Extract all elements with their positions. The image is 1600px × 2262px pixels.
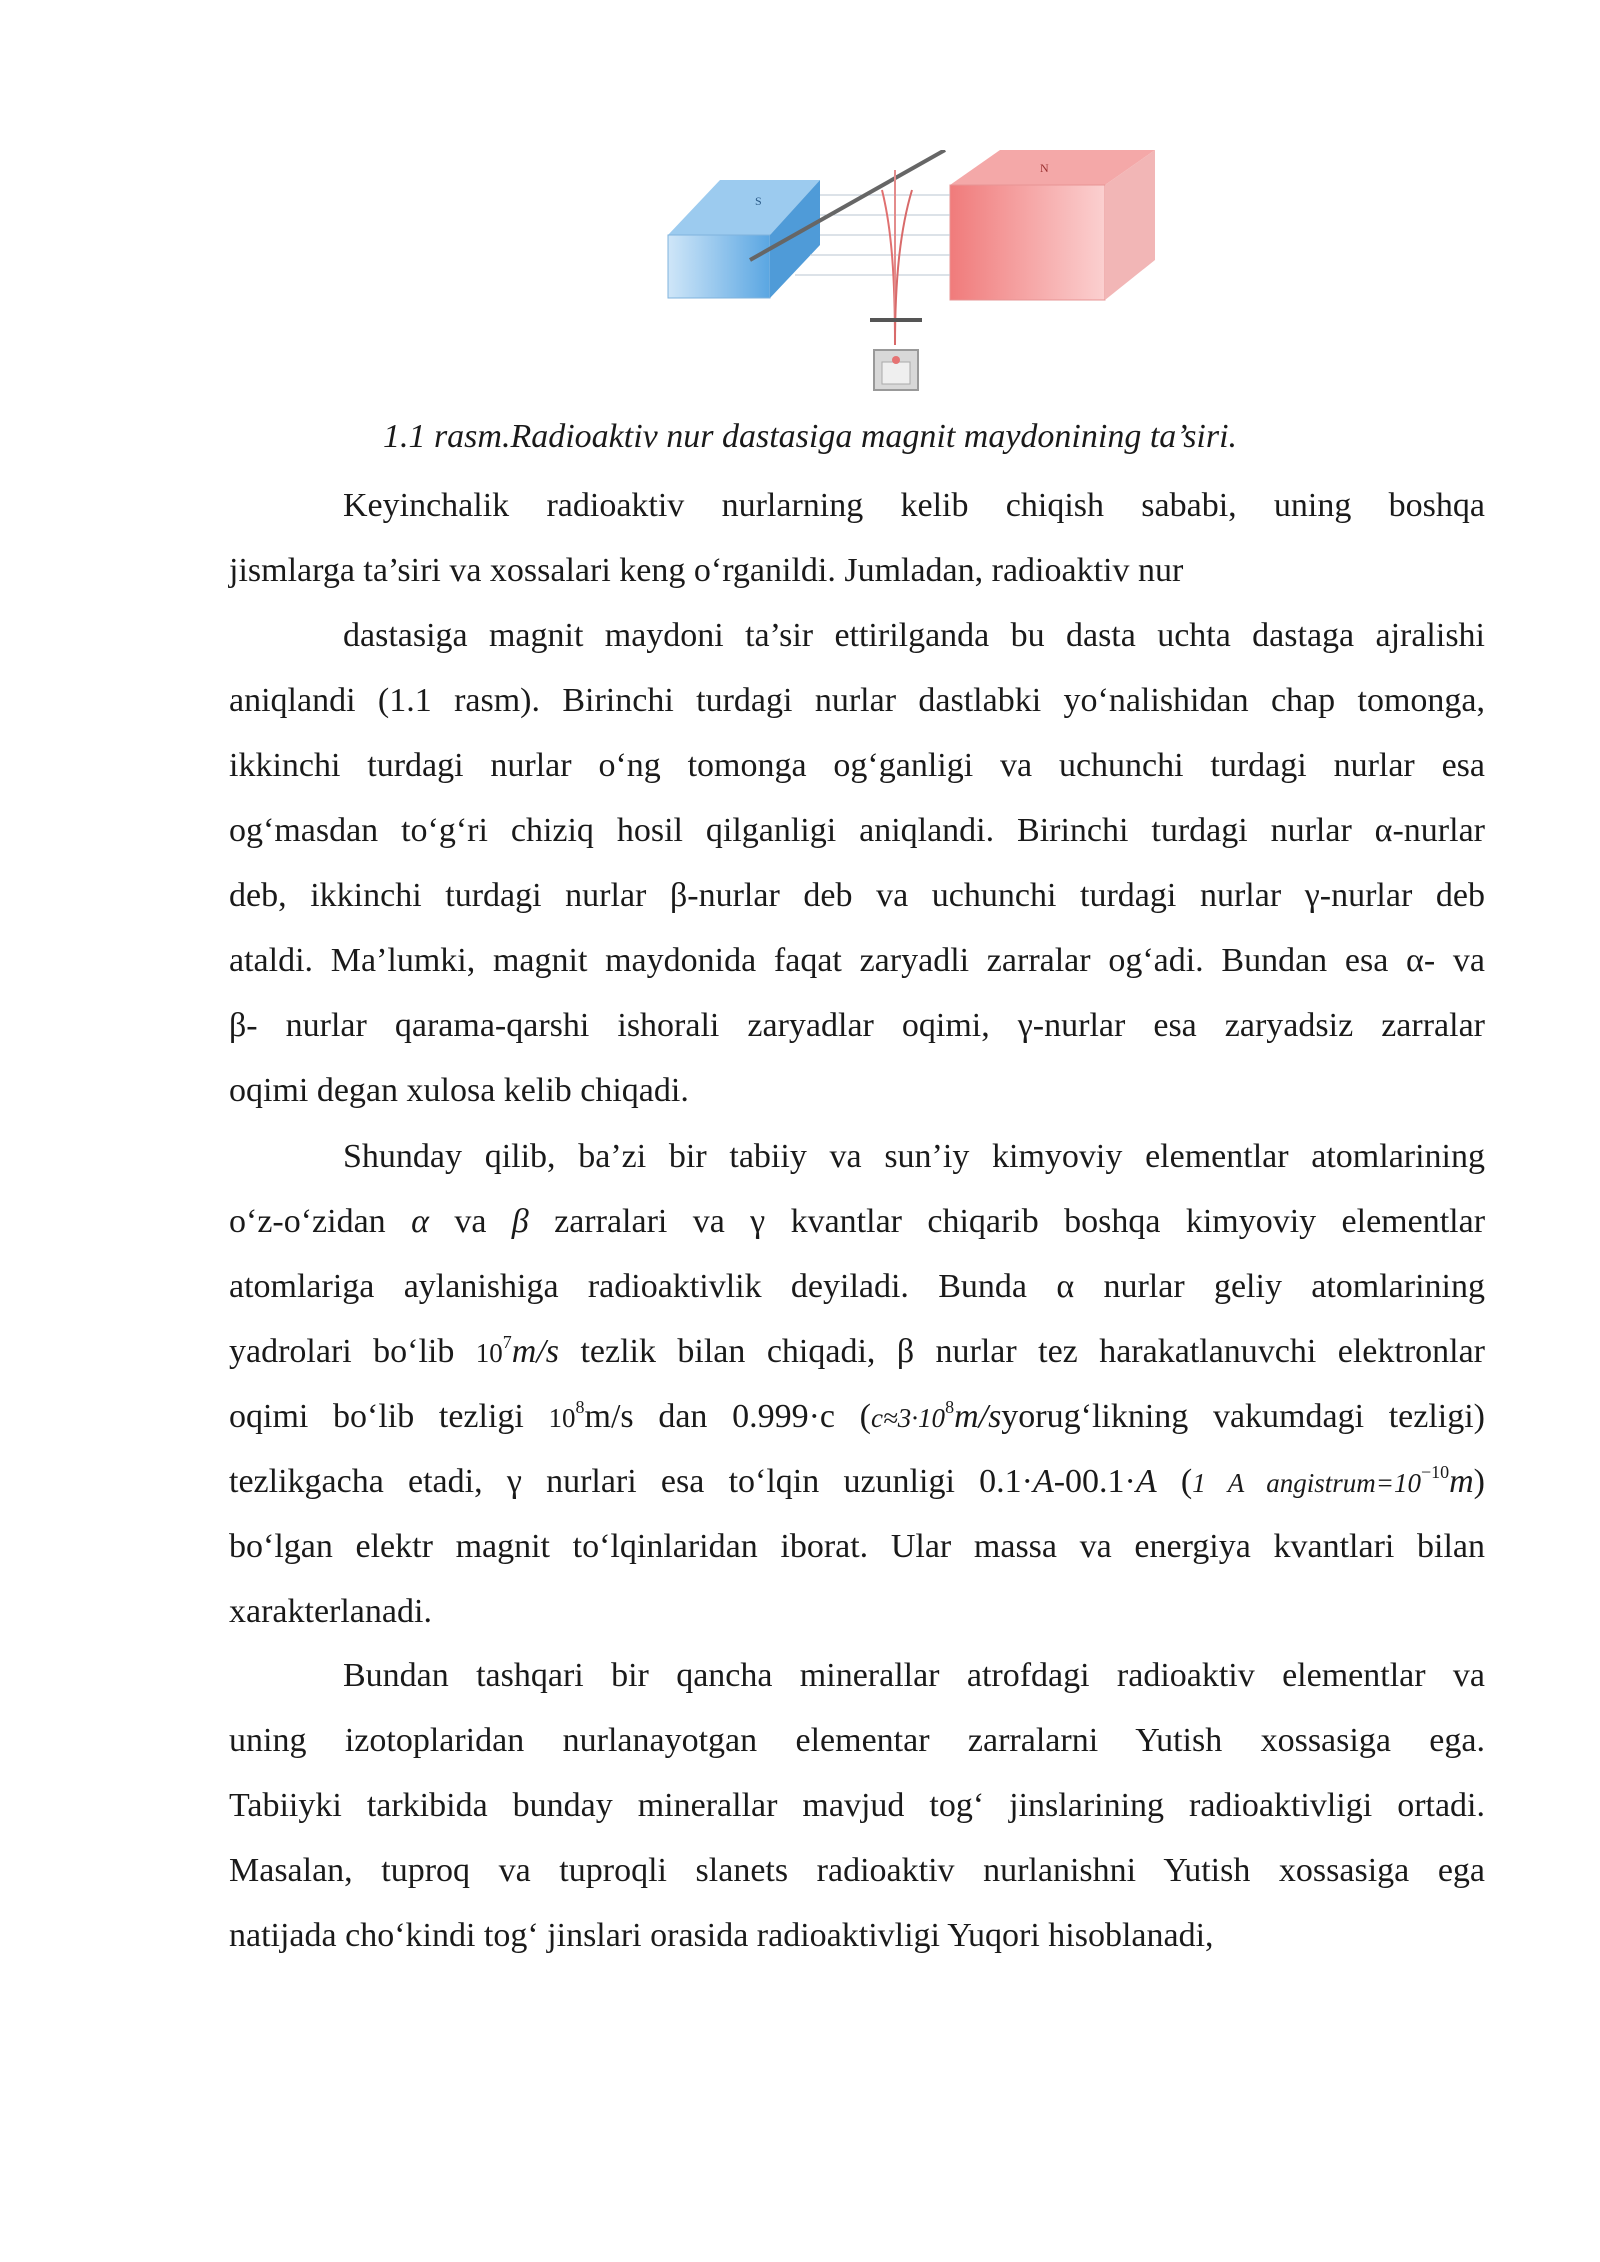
- text-line: [229, 1319, 1485, 1384]
- text-span: tezlik bilan chiqadi, β nurlar tez harakatlanuvchi elektronlar: [559, 1333, 1486, 1370]
- alpha-symbol: α: [411, 1203, 429, 1240]
- text-span: yadrolari bo‘lib: [229, 1333, 476, 1370]
- beta-symbol: β: [511, 1203, 529, 1240]
- text-line: [229, 1384, 1485, 1449]
- right-pole-label: N: [1040, 161, 1049, 175]
- text-line: Shunday qilib, ba’zi bir tabiiy va sun’iy kimyoviy elementlar atomlarining: [343, 1138, 1485, 1175]
- math-base: 10: [475, 1338, 503, 1368]
- text-line: xarakterlanadi.: [229, 1593, 432, 1630]
- paragraph-3: [229, 1124, 1485, 1644]
- text-span: zarralari va γ kvantlar chiqarib boshqa kimyoviy elementlar: [528, 1203, 1486, 1240]
- text-span: -00.1·: [1053, 1463, 1136, 1500]
- right-magnet-front: [950, 185, 1105, 300]
- paragraph-4: [229, 1643, 1485, 1968]
- text-span: o‘z-o‘zidan: [229, 1203, 412, 1240]
- text-span: m/s dan 0.999·c (: [584, 1398, 871, 1435]
- text-line: uning izotoplaridan nurlanayotgan elementar zarralarni Yutish xossasiga ega.: [229, 1722, 1485, 1759]
- math-expression: 1 A angistrum=10: [1192, 1468, 1421, 1498]
- text-line: aniqlandi (1.1 rasm). Birinchi turdagi nurlar dastlabki yo‘nalishidan chap tomonga,: [229, 682, 1485, 719]
- text-line: oqimi degan xulosa kelib chiqadi.: [229, 1072, 689, 1109]
- math-unit: m/s: [511, 1333, 560, 1370]
- text-line: Bundan tashqari bir qancha minerallar atrofdagi radioaktiv elementlar va: [343, 1657, 1485, 1694]
- text-line: natijada cho‘kindi tog‘ jinslari orasida radioaktivligi Yuqori hisoblanadi,: [229, 1917, 1214, 1954]
- math-exponent: 8: [575, 1397, 585, 1417]
- magnet-deflection-diagram: [660, 150, 1160, 400]
- text-span: va: [428, 1203, 512, 1240]
- text-span: oqimi bo‘lib tezligi: [229, 1398, 549, 1435]
- math-base: 10: [548, 1403, 576, 1433]
- radioactive-source: [874, 350, 918, 390]
- math-unit: m/s: [954, 1398, 1002, 1435]
- text-line: dastasiga magnit maydoni ta’sir ettirilganda bu dasta uchta dastaga ajralishi: [343, 617, 1485, 654]
- math-expression: c≈3·10: [871, 1403, 946, 1433]
- text-line: [229, 1189, 1485, 1254]
- text-line: og‘masdan to‘g‘ri chiziq hosil qilganligi aniqlandi. Birinchi turdagi nurlar α-nurlar: [229, 812, 1485, 849]
- text-line: bo‘lgan elektr magnit to‘lqinlaridan iborat. Ular massa va energiya kvantlari bilan: [229, 1528, 1485, 1565]
- math-exponent: −10: [1420, 1462, 1450, 1482]
- text-line: Keyinchalik radioaktiv nurlarning kelib chiqish sababi, uning boshqa: [343, 487, 1485, 524]
- text-line: deb, ikkinchi turdagi nurlar β-nurlar deb va uchunchi turdagi nurlar γ-nurlar deb: [229, 877, 1485, 914]
- math-exponent: 7: [502, 1332, 512, 1352]
- math-unit: m: [1449, 1463, 1474, 1500]
- text-line: atomlariga aylanishiga radioaktivlik deyiladi. Bunda α nurlar geliy atomlarining: [229, 1268, 1485, 1305]
- text-line: ikkinchi turdagi nurlar o‘ng tomonga og‘ganligi va uchunchi turdagi nurlar esa: [229, 747, 1485, 784]
- text-line: ataldi. Ma’lumki, magnit maydonida faqat zaryadli zarralar og‘adi. Bundan esa α- va: [229, 942, 1485, 979]
- text-line: Masalan, tuproq va tuproqli slanets radioaktiv nurlanishni Yutish xossasiga ega: [229, 1852, 1485, 1889]
- text-span: tezlikgacha etadi, γ nurlari esa to‘lqin uzunligi 0.1·: [229, 1463, 1033, 1500]
- text-line: jismlarga ta’siri va xossalari keng o‘rganildi. Jumladan, radioaktiv nur: [229, 552, 1184, 589]
- math-exponent: 8: [945, 1397, 955, 1417]
- text-line: Tabiiyki tarkibida bunday minerallar mavjud tog‘ jinslarining radioaktivligi ortadi.: [229, 1787, 1485, 1824]
- left-pole-label: S: [755, 194, 762, 208]
- text-span: ): [1473, 1463, 1485, 1500]
- text-line: β- nurlar qarama-qarshi ishorali zaryadlar oqimi, γ-nurlar esa zaryadsiz zarralar: [229, 1007, 1485, 1044]
- angstrom-symbol: A: [1032, 1463, 1054, 1500]
- text-span: yorug‘likning vakumdagi tezligi): [1001, 1398, 1485, 1435]
- paragraph-2: [229, 603, 1485, 1123]
- left-magnet-front: [668, 235, 770, 298]
- text-line: [229, 1449, 1485, 1514]
- angstrom-symbol: A: [1135, 1463, 1157, 1500]
- paragraph-1: [229, 473, 1485, 603]
- magnetic-field-figure: [660, 150, 1160, 400]
- figure-caption: 1.1 rasm.Radioaktiv nur dastasiga magnit maydonining ta’siri.: [382, 418, 1238, 455]
- text-span: (: [1156, 1463, 1193, 1500]
